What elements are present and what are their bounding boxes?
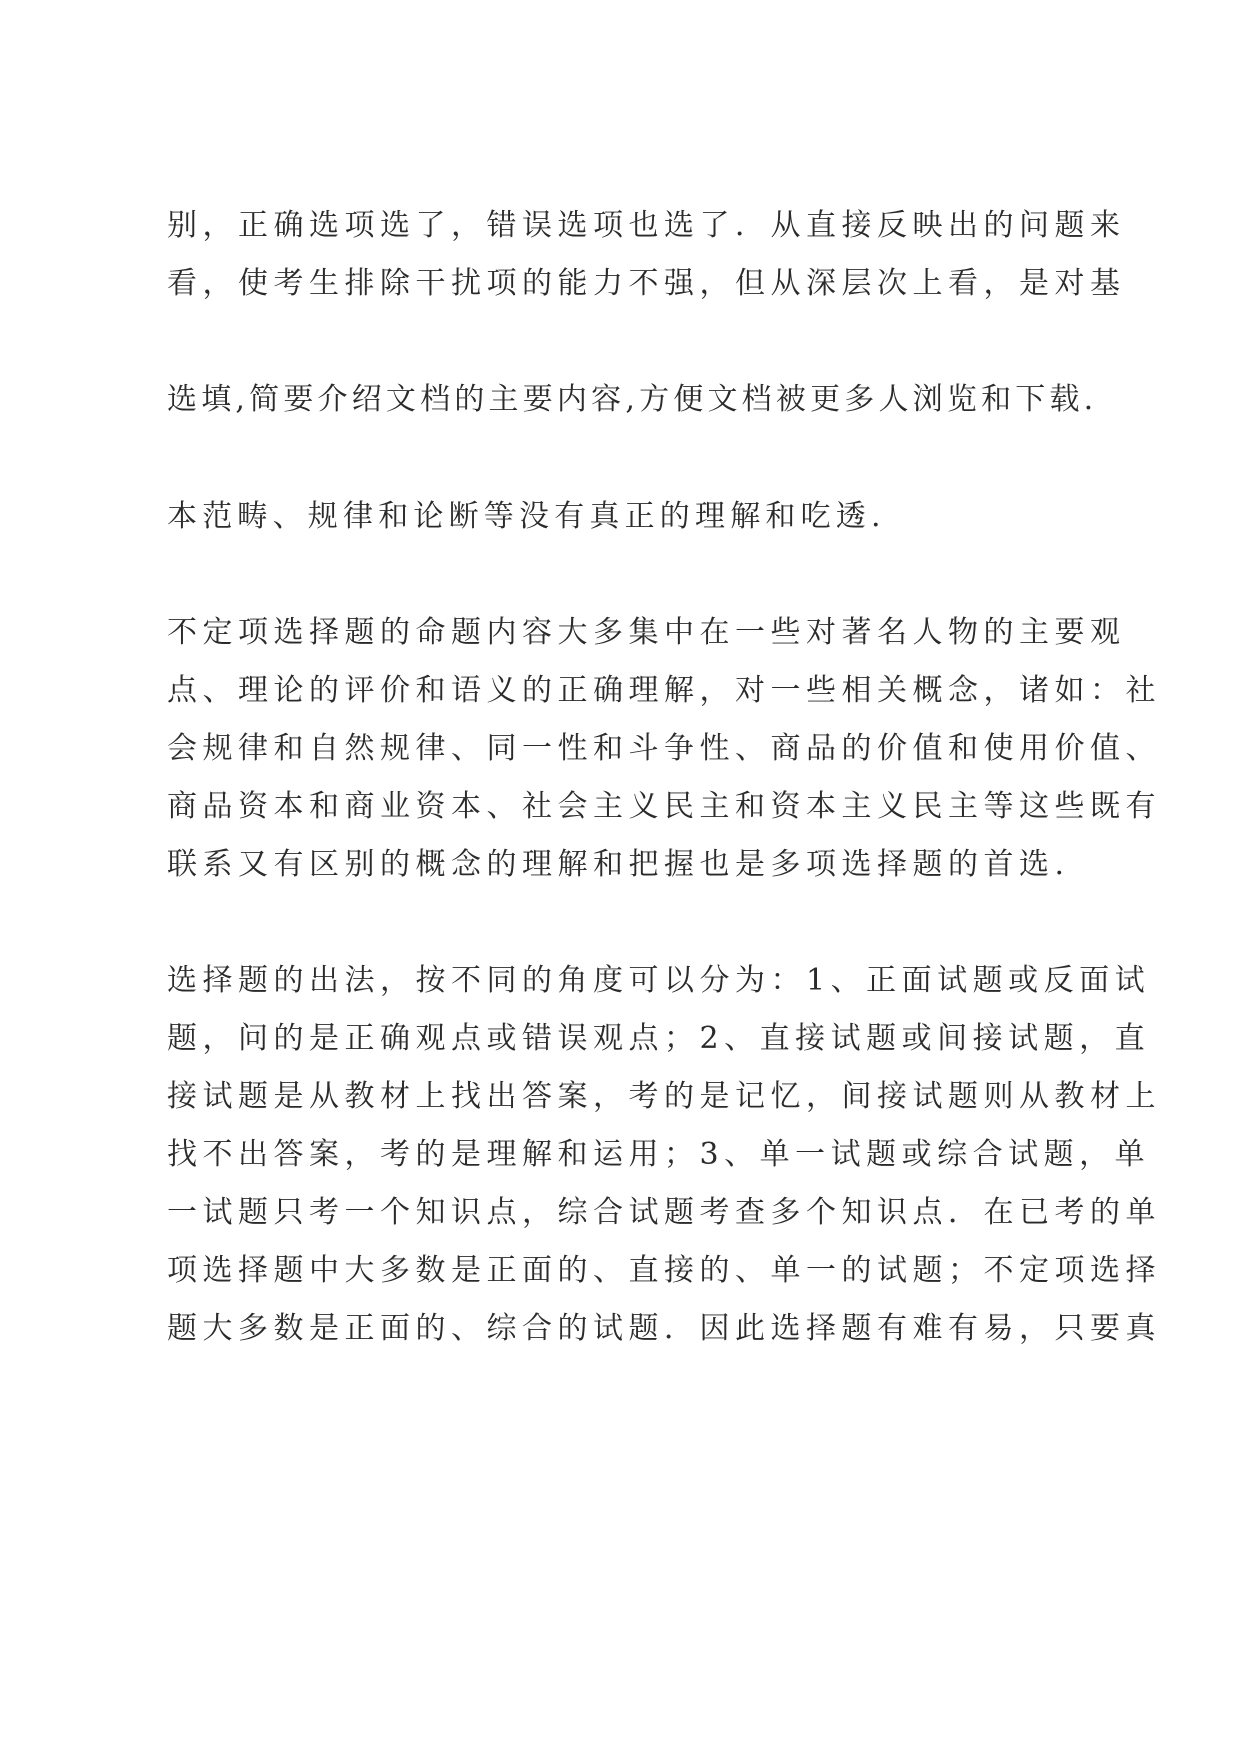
text-line: 联系又有区别的概念的理解和把握也是多项选择题的首选.: [167, 847, 1070, 882]
text-line: 看，使考生排除干扰项的能力不强，但从深层次上看，是对基: [167, 266, 1126, 301]
text-line: 别，正确选项选了，错误选项也选了．从直接反映出的问题来: [167, 208, 1126, 243]
text-line: 题大多数是正面的、综合的试题．因此选择题有难有易，只要真: [167, 1311, 1161, 1346]
text-line: 不定项选择题的命题内容大多集中在一些对著名人物的主要观: [167, 615, 1126, 650]
text-line: 选填,简要介绍文档的主要内容,方便文档被更多人浏览和下载.: [167, 382, 1098, 417]
text-line: 题，问的是正确观点或错误观点；2、直接试题或间接试题，直: [167, 1021, 1151, 1056]
text-line: 一试题只考一个知识点，综合试题考查多个知识点．在已考的单: [167, 1195, 1161, 1230]
text-line: 商品资本和商业资本、社会主义民主和资本主义民主等这些既有: [167, 789, 1161, 824]
text-line: 找不出答案，考的是理解和运用；3、单一试题或综合试题，单: [167, 1137, 1151, 1172]
text-line: 本范畴、规律和论断等没有真正的理解和吃透.: [167, 499, 886, 534]
text-line: 项选择题中大多数是正面的、直接的、单一的试题；不定项选择: [167, 1253, 1161, 1288]
text-line: 接试题是从教材上找出答案，考的是记忆，间接试题则从教材上: [167, 1079, 1161, 1114]
text-line: 会规律和自然规律、同一性和斗争性、商品的价值和使用价值、: [167, 731, 1161, 766]
text-line: 点、理论的评价和语义的正确理解，对一些相关概念，诸如：社: [167, 673, 1161, 708]
text-line: 选择题的出法，按不同的角度可以分为：1、正面试题或反面试: [167, 963, 1151, 998]
